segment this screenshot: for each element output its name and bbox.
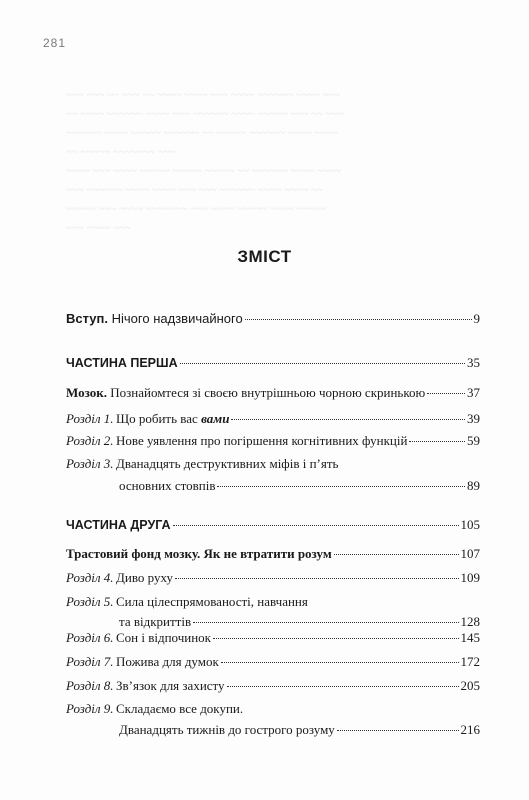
show-through-text: ~~~ ~~~ ~~ ~~~ ~~ ~~~~ ~~~~ ~~~ ~~~~ ~~~~~~ ~~~~ ~~~ ~~ ~~~~ ~~~~~~ ~~~~ ~~~ ~~~~~~ ~~~~ ~~~~~ ~~~ ~~ ~~~ ~~~~~~ ~~~~ ~~~~~ ~~~~~~ ~~ ~~~~~ ~~~~~~ ~~~~ ~~~~ ~~ ~~~~~ ~~~~~~~ ~~~ ~~~~ ~~~ ~~~~ ~~~~~ ~~~~~ ~~~~~ ~~ ~~~~~~ ~~~~ ~~~~ ~~~ ~~~~~~ ~~~~ ~~~~ ~~~ ~~~ ~~~~~~ ~~~~ ~~~~ ~~ ~~~~~ ~~~ ~~~~ ~~~~~~~ ~~~ ~~~~ ~~~~~ ~~~~ ~~~~~ ~~~ ~~~~ ~~~ [66,89,344,234]
toc-entry-chapter-6[interactable] [66,630,480,646]
page-ref: 105 [460,517,480,532]
intro-label-bold: Вступ. [66,311,109,326]
chapter-number: Розділ 6. [66,630,114,645]
chapter-number: Розділ 7. [66,654,114,669]
toc-entry-chapter-5[interactable] [66,594,480,630]
toc-entry-chapter-7[interactable] [66,654,480,670]
chapter-title: Пожива для думок [116,654,219,669]
page-ref: 145 [460,630,480,645]
toc-entry-chapter-3[interactable] [66,456,480,494]
leader-dots [337,730,459,731]
chapter-title: Нове уявлення про погіршення когнітивних функцій [116,433,408,448]
section1-label-rest: Познайомтеся зі своєю внутрішньою чорною скринькою [107,385,426,400]
page-number: 281 [43,36,67,50]
toc-entry-chapter-1[interactable] [66,411,480,427]
page-ref: 205 [460,678,480,693]
chapter-title-emphasis: вами [201,411,230,426]
leader-dots [227,686,459,687]
chapter-title: Складаємо все докупи. [116,701,244,716]
intro-label-rest: Нічого надзвичайного [108,311,243,326]
chapter-title: Сон і відпочинок [116,630,211,645]
toc-entry-chapter-2[interactable] [66,433,480,449]
chapter-number: Розділ 4. [66,570,114,585]
toc-title: ЗМІСТ [237,247,292,266]
leader-dots [217,486,465,487]
toc-entry-part2[interactable] [66,517,480,533]
page-ref: 216 [460,722,480,737]
chapter-title: Що робить вас [116,411,202,426]
toc-entry-chapter-8[interactable] [66,678,480,694]
page-ref: 9 [473,311,480,326]
page-ref: 35 [467,355,480,370]
chapter-number: Розділ 9. [66,701,114,716]
page-ref: 107 [460,546,480,561]
leader-dots [193,622,458,623]
leader-dots [409,441,465,442]
leader-dots [221,662,459,663]
chapter-number: Розділ 3. [66,456,114,471]
toc-entry-chapter-9[interactable] [66,701,480,738]
toc-entry-intro[interactable] [66,311,480,327]
part2-label: ЧАСТИНА ДРУГА [66,518,171,532]
chapter-title-line2: та відкриттів [119,614,192,629]
section2-label: Трастовий фонд мозку. Як не втратити розум [66,546,332,561]
page-ref: 109 [460,570,480,585]
leader-dots [245,319,472,320]
chapter-title-line2: основних стовпів [119,478,216,493]
leader-dots [427,393,465,394]
page-ref: 39 [467,411,480,426]
toc-entry-section-brain[interactable] [66,385,480,401]
page-ref: 128 [460,614,480,629]
leader-dots [173,525,459,526]
chapter-title: Сила цілеспрямованості, навчання [116,594,308,609]
chapter-title: Дванадцять деструктивних міфів і п’ять [116,456,339,471]
chapter-number: Розділ 8. [66,678,114,693]
section1-label-bold: Мозок. [66,385,107,400]
chapter-number: Розділ 5. [66,594,114,609]
chapter-number: Розділ 1. [66,411,114,426]
page-ref: 37 [467,385,480,400]
leader-dots [213,638,459,639]
leader-dots [334,554,459,555]
chapter-number: Розділ 2. [66,433,114,448]
toc-entry-chapter-4[interactable] [66,570,480,586]
leader-dots [180,363,465,364]
toc-entry-part1[interactable] [66,355,480,371]
chapter-title: Зв’язок для захисту [116,678,225,693]
toc-entry-section-trust-fund[interactable] [66,546,480,562]
page-ref: 89 [467,478,480,493]
part1-label: ЧАСТИНА ПЕРША [66,356,178,370]
page-ref: 172 [460,654,480,669]
page-ref: 59 [467,433,480,448]
chapter-title-line2: Дванадцять тижнів до гострого розуму [119,722,335,737]
leader-dots [231,419,465,420]
leader-dots [175,578,459,579]
chapter-title: Диво руху [116,570,173,585]
